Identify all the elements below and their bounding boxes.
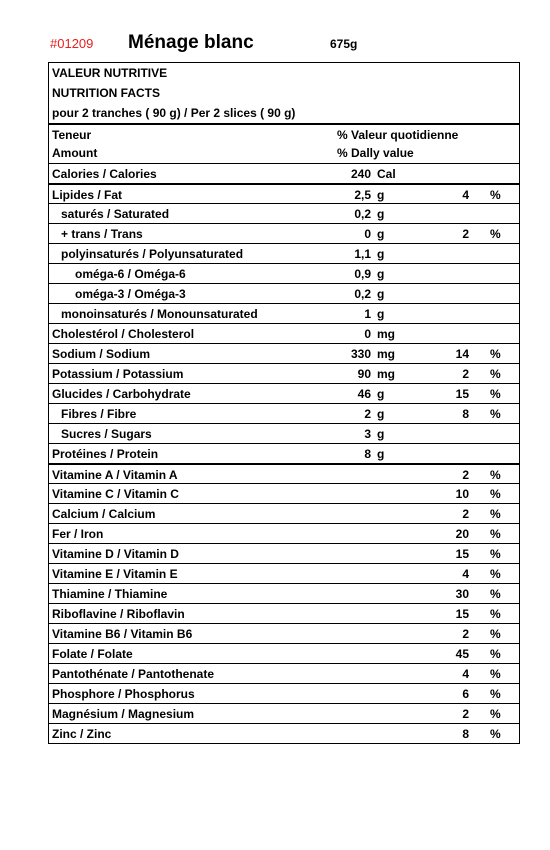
vitamin-percent: %	[490, 547, 501, 561]
nutrient-unit: mg	[377, 327, 395, 341]
nutrient-name: oméga-3 / Oméga-3	[75, 287, 186, 301]
vitamin-row	[49, 523, 519, 543]
nutrient-unit: mg	[377, 367, 395, 381]
nutrient-unit: g	[377, 227, 385, 241]
nutrient-amount: 90	[357, 367, 371, 381]
nutrient-row	[49, 403, 519, 423]
dv-header-en: % Dally value	[337, 146, 414, 160]
vitamin-daily-value: 2	[462, 468, 469, 482]
vitamin-name: Folate / Folate	[52, 647, 133, 661]
calories-row	[49, 163, 519, 183]
vitamin-row	[49, 663, 519, 683]
teneur-label: Teneur	[52, 128, 92, 142]
vitamin-daily-value: 4	[462, 667, 469, 681]
nutrient-name: Lipides / Fat	[52, 188, 123, 202]
nutrient-percent: %	[490, 347, 501, 361]
title-en-row	[49, 83, 519, 103]
vitamin-daily-value: 30	[455, 587, 469, 601]
nutrient-name: Protéines / Protein	[52, 447, 159, 461]
title-fr-row	[49, 63, 519, 83]
vitamin-name: Zinc / Zinc	[52, 727, 112, 741]
nutrient-amount: 3	[364, 427, 371, 441]
nutrient-row	[49, 343, 519, 363]
vitamin-row	[49, 543, 519, 563]
nutrient-amount: 0,9	[354, 267, 371, 281]
nutrient-row	[49, 323, 519, 343]
vitamin-daily-value: 20	[455, 527, 469, 541]
vitamin-name: Vitamine A / Vitamin A	[52, 468, 178, 482]
title-en: NUTRITION FACTS	[52, 86, 160, 100]
column-header-row-en	[49, 143, 519, 163]
serving-size: pour 2 tranches ( 90 g) / Per 2 slices ( 90 g)	[52, 106, 296, 120]
vitamin-percent: %	[490, 487, 501, 501]
vitamin-percent: %	[490, 627, 501, 641]
nutrient-daily-value: 14	[455, 347, 469, 361]
nutrient-row	[49, 183, 519, 203]
nutrient-name: Potassium / Potassium	[52, 367, 184, 381]
column-header-row-fr	[49, 123, 519, 143]
vitamin-row	[49, 503, 519, 523]
vitamin-name: Magnésium / Magnesium	[52, 707, 195, 721]
vitamin-percent: %	[490, 667, 501, 681]
nutrient-daily-value: 4	[462, 188, 469, 202]
nutrient-row	[49, 243, 519, 263]
vitamin-row	[49, 723, 519, 743]
vitamin-name: Phosphore / Phosphorus	[52, 687, 195, 701]
nutrient-row	[49, 283, 519, 303]
vitamin-percent: %	[490, 647, 501, 661]
nutrient-row	[49, 383, 519, 403]
vitamin-name: Vitamine C / Vitamin C	[52, 487, 179, 501]
product-code: #01209	[50, 36, 94, 51]
vitamin-name: Vitamine B6 / Vitamin B6	[52, 627, 193, 641]
nutrient-row	[49, 203, 519, 223]
nutrient-name: monoinsaturés / Monounsaturated	[61, 307, 258, 321]
nutrient-row	[49, 443, 519, 463]
nutrient-name: Sodium / Sodium	[52, 347, 150, 361]
calories-amount: 240	[350, 167, 371, 181]
vitamin-row	[49, 603, 519, 623]
vitamin-name: Pantothénate / Pantothenate	[52, 667, 215, 681]
nutrient-rows	[49, 183, 519, 463]
nutrient-unit: g	[377, 247, 385, 261]
nutrient-amount: 0	[364, 327, 371, 341]
vitamin-row	[49, 623, 519, 643]
nutrient-unit: g	[377, 188, 385, 202]
calories-unit: Cal	[377, 167, 396, 181]
nutrient-row	[49, 423, 519, 443]
vitamin-row	[49, 463, 519, 483]
nutrient-daily-value: 8	[462, 407, 469, 421]
nutrient-unit: g	[377, 287, 385, 301]
vitamin-percent: %	[490, 727, 501, 741]
vitamin-daily-value: 15	[455, 607, 469, 621]
product-name: Ménage blanc	[128, 32, 254, 53]
vitamin-daily-value: 8	[462, 727, 469, 741]
nutrition-facts-table	[48, 62, 520, 744]
vitamin-percent: %	[490, 607, 501, 621]
nutrient-amount: 8	[364, 447, 371, 461]
vitamin-name: Thiamine / Thiamine	[52, 587, 168, 601]
vitamin-daily-value: 6	[462, 687, 469, 701]
nutrient-amount: 1,1	[354, 247, 371, 261]
vitamin-row	[49, 683, 519, 703]
nutrient-name: Glucides / Carbohydrate	[52, 387, 191, 401]
amount-label: Amount	[52, 146, 98, 160]
vitamin-row	[49, 483, 519, 503]
nutrient-name: saturés / Saturated	[61, 207, 170, 221]
vitamin-daily-value: 4	[462, 567, 469, 581]
vitamin-row	[49, 703, 519, 723]
title-fr: VALEUR NUTRITIVE	[52, 66, 168, 80]
vitamin-name: Fer / Iron	[52, 527, 104, 541]
vitamin-name: Riboflavine / Riboflavin	[52, 607, 185, 621]
serving-row	[49, 103, 519, 123]
vitamin-daily-value: 2	[462, 707, 469, 721]
vitamin-daily-value: 45	[455, 647, 469, 661]
vitamin-percent: %	[490, 587, 501, 601]
nutrient-unit: g	[377, 307, 385, 321]
nutrient-name: oméga-6 / Oméga-6	[75, 267, 186, 281]
vitamin-row	[49, 643, 519, 663]
nutrient-amount: 2	[364, 407, 371, 421]
nutrient-percent: %	[490, 367, 501, 381]
vitamin-row	[49, 583, 519, 603]
nutrient-unit: g	[377, 267, 385, 281]
nutrient-row	[49, 223, 519, 243]
nutrient-amount: 1	[364, 307, 371, 321]
nutrient-amount: 0,2	[354, 207, 371, 221]
nutrient-amount: 0	[364, 227, 371, 241]
vitamin-percent: %	[490, 527, 501, 541]
vitamin-percent: %	[490, 468, 501, 482]
nutrient-name: Fibres / Fibre	[61, 407, 137, 421]
nutrient-percent: %	[490, 407, 501, 421]
vitamin-name: Vitamine E / Vitamin E	[52, 567, 178, 581]
vitamin-name: Vitamine D / Vitamin D	[52, 547, 179, 561]
calories-label: Calories / Calories	[52, 167, 157, 181]
vitamin-percent: %	[490, 707, 501, 721]
nutrient-unit: g	[377, 427, 385, 441]
vitamin-percent: %	[490, 507, 501, 521]
nutrient-daily-value: 2	[462, 367, 469, 381]
nutrient-row	[49, 363, 519, 383]
vitamin-rows	[49, 463, 519, 743]
product-weight: 675g	[330, 37, 358, 51]
nutrient-amount: 0,2	[354, 287, 371, 301]
nutrient-unit: g	[377, 407, 385, 421]
nutrient-row	[49, 263, 519, 283]
nutrient-name: polyinsaturés / Polyunsaturated	[61, 247, 244, 261]
vitamin-daily-value: 2	[462, 507, 469, 521]
nutrient-daily-value: 15	[455, 387, 469, 401]
vitamin-daily-value: 10	[455, 487, 469, 501]
nutrient-row	[49, 303, 519, 323]
nutrient-unit: mg	[377, 347, 395, 361]
nutrient-percent: %	[490, 227, 501, 241]
nutrient-amount: 330	[350, 347, 371, 361]
nutrient-amount: 2,5	[354, 188, 371, 202]
vitamin-percent: %	[490, 687, 501, 701]
vitamin-name: Calcium / Calcium	[52, 507, 156, 521]
nutrient-unit: g	[377, 447, 385, 461]
nutrient-daily-value: 2	[462, 227, 469, 241]
vitamin-daily-value: 15	[455, 547, 469, 561]
vitamin-daily-value: 2	[462, 627, 469, 641]
nutrient-amount: 46	[357, 387, 371, 401]
nutrient-percent: %	[490, 188, 501, 202]
nutrient-unit: g	[377, 207, 385, 221]
nutrient-unit: g	[377, 387, 385, 401]
nutrient-name: Sucres / Sugars	[61, 427, 152, 441]
dv-header-fr: % Valeur quotidienne	[337, 128, 459, 142]
nutrient-name: Cholestérol / Cholesterol	[52, 327, 195, 341]
nutrient-percent: %	[490, 387, 501, 401]
vitamin-percent: %	[490, 567, 501, 581]
product-header	[48, 32, 528, 56]
vitamin-row	[49, 563, 519, 583]
nutrient-name: + trans / Trans	[61, 227, 143, 241]
